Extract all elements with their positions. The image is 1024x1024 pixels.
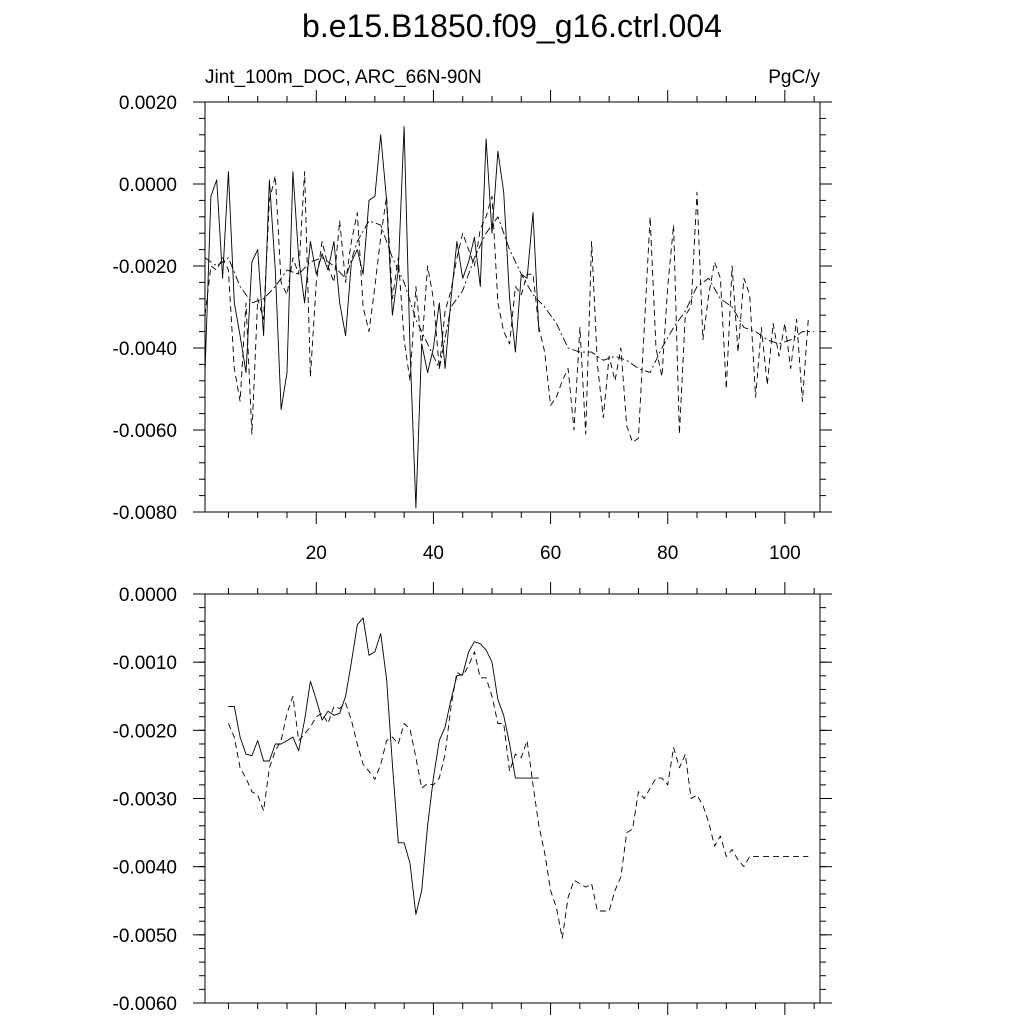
y-tick-label: -0.0020 [112, 721, 177, 743]
y-tick-label: -0.0060 [112, 421, 177, 442]
x-tick-label: 80 [657, 543, 679, 564]
top-chart-panel [113, 67, 832, 564]
x-tick-label: 60 [540, 543, 562, 564]
figure-title: b.e15.B1850.f09_g16.ctrl.004 [302, 8, 722, 44]
y-tick-label: -0.0060 [112, 994, 177, 1015]
y-tick-label: 0.0000 [118, 175, 177, 196]
y-tick-label: -0.0020 [112, 257, 177, 278]
y-tick-label: -0.0040 [112, 339, 177, 360]
y-tick-label: 0.0000 [118, 585, 177, 606]
y-tick-label: -0.0040 [112, 857, 177, 879]
series-line-solid [228, 618, 539, 915]
x-tick-label: 100 [769, 543, 801, 564]
bottom-chart-panel [113, 582, 832, 1015]
y-tick-label: -0.0010 [112, 653, 177, 675]
top-chart-right-label: PgC/y [768, 67, 820, 88]
series-line-solid [205, 127, 539, 508]
y-tick-label: 0.0020 [118, 93, 177, 114]
y-tick-label: -0.0050 [112, 925, 177, 947]
plot-frame [205, 594, 820, 1003]
plot-frame [205, 102, 820, 512]
y-tick-label: -0.0030 [112, 789, 177, 811]
top-chart-left-label: Jint_100m_DOC, ARC_66N-90N [205, 67, 482, 88]
x-tick-label: 40 [422, 543, 444, 564]
x-tick-label: 20 [305, 543, 327, 564]
series-line-dash [228, 652, 808, 938]
y-tick-label: -0.0080 [112, 503, 177, 524]
